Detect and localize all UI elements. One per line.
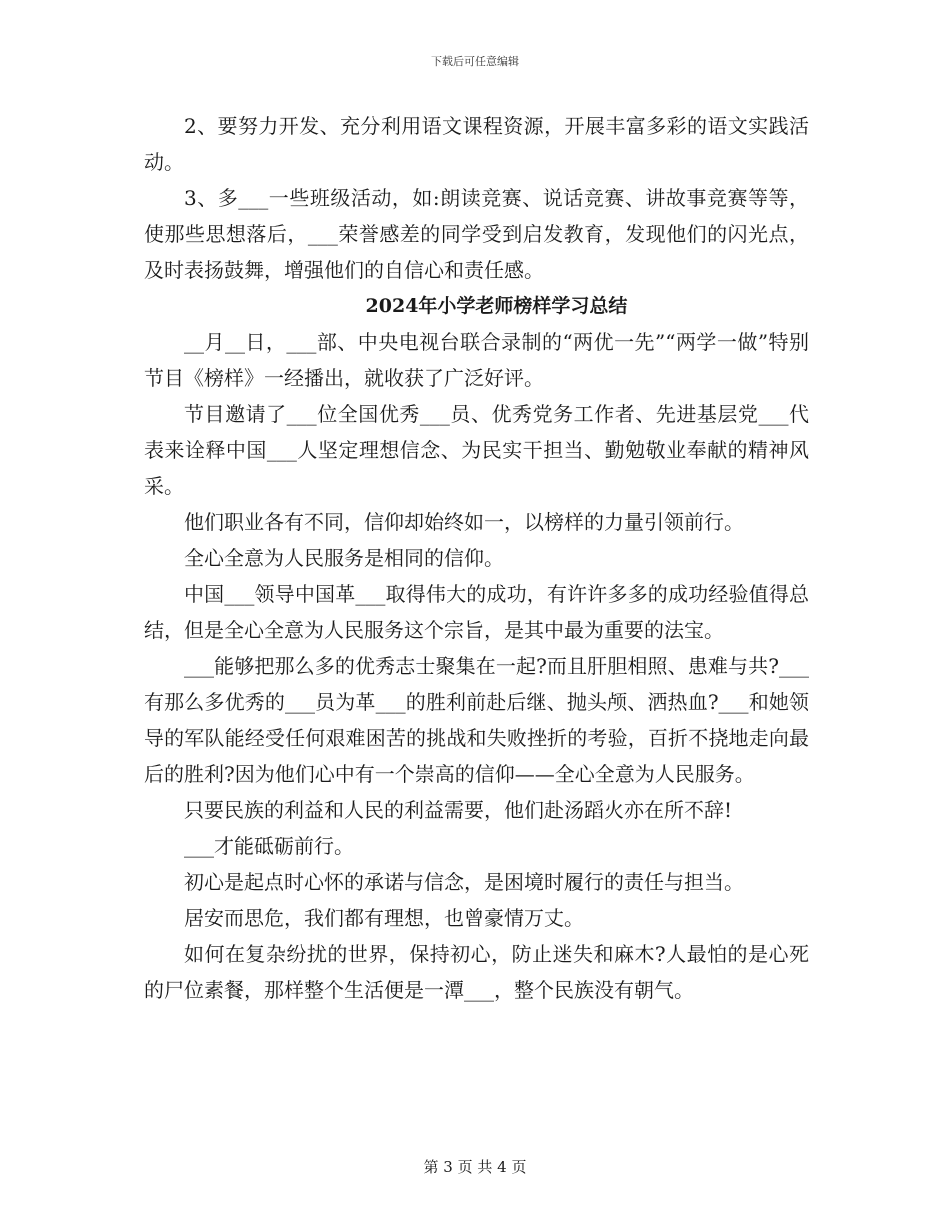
paragraph: 中国___领导中国革___取得伟大的成功，有许许多多的成功经验值得总结，但是全心全意为人民服务这个宗旨，是其中最为重要的法宝。 — [144, 582, 809, 642]
paragraph: 3、多___一些班级活动，如:朗读竞赛、说话竞赛、讲故事竞赛等等，使那些思想落后，___荣誉感差的同学受到启发教育，发现他们的闪光点，及时表扬鼓舞，增强他们的自信心和责任感。 — [144, 186, 809, 282]
paragraph: 节目邀请了___位全国优秀___员、优秀党务工作者、先进基层党___代表来诠释中国___人坚定理想信念、为民实干担当、勤勉敬业奉献的精神风采。 — [144, 402, 809, 498]
section-title: 2024年小学老师榜样学习总结 — [365, 295, 628, 317]
paragraph: __月__日，___部、中央电视台联合录制的“两优一先”“两学一做”特别节目《榜样》一经播出，就收获了广泛好评。 — [144, 330, 809, 390]
paragraph: ___能够把那么多的优秀志士聚集在一起?而且肝胆相照、患难与共?___有那么多优秀的___员为革___的胜利前赴后继、抛头颅、洒热血?___和她领导的军队能经受任何艰难困苦的挑战和失败挫折的考验，百折不挠地走向最后的胜利?因为他们心中有一个崇高的信仰——全心全意为人民服务。 — [144, 654, 809, 786]
paragraph: 居安而思危，我们都有理想，也曾豪情万丈。 — [184, 906, 584, 930]
paragraph: 只要民族的利益和人民的利益需要，他们赴汤蹈火亦在所不辞! — [184, 798, 733, 822]
paragraph: 初心是起点时心怀的承诺与信念，是困境时履行的责任与担当。 — [184, 870, 744, 894]
paragraph: 他们职业各有不同，信仰却始终如一，以榜样的力量引领前行。 — [184, 510, 744, 534]
document-body — [144, 108, 809, 1008]
paragraph: 如何在复杂纷扰的世界，保持初心，防止迷失和麻木?人最怕的是心死的尸位素餐，那样整个生活便是一潭___，整个民族没有朝气。 — [144, 942, 809, 1002]
paragraph: 全心全意为人民服务是相同的信仰。 — [184, 546, 504, 570]
paragraph: ___才能砥砺前行。 — [184, 834, 354, 858]
page-header-note: 下载后可任意编辑 — [431, 55, 519, 68]
page-number: 第 3 页 共 4 页 — [423, 1158, 527, 1176]
paragraph: 2、要努力开发、充分利用语文课程资源，开展丰富多彩的语文实践活动。 — [144, 114, 809, 174]
